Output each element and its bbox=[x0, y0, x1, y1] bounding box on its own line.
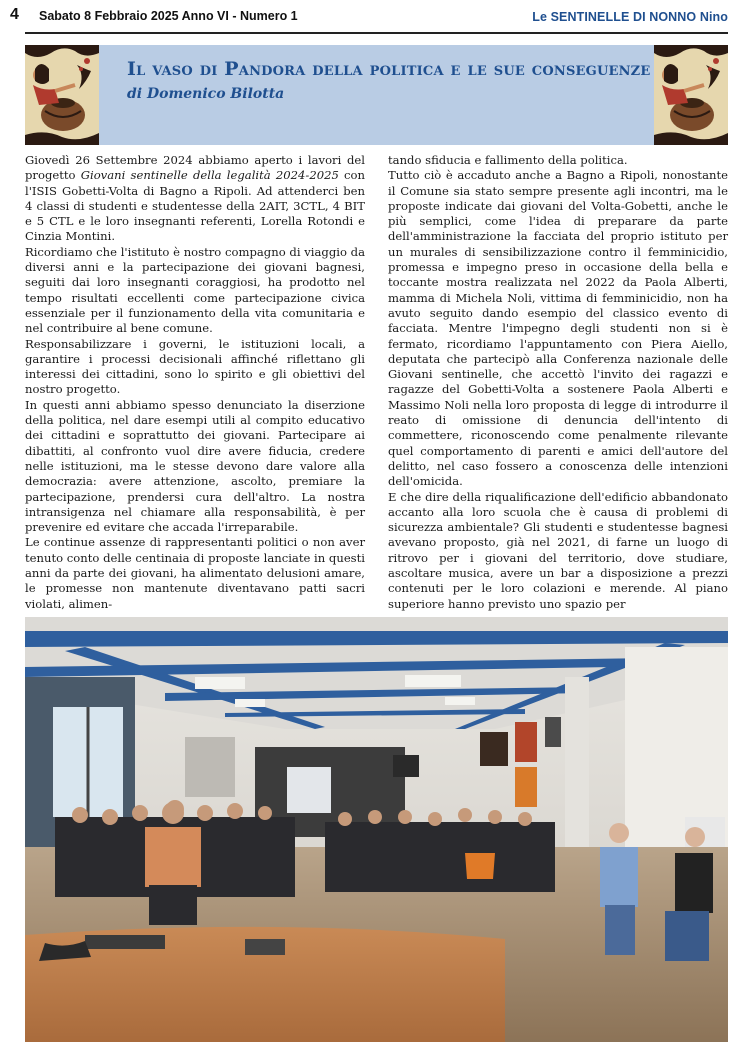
publication-name: Le SENTINELLE DI NONNO Nino bbox=[532, 10, 728, 24]
project-name: Giovani sentinelle della legalità 2024-2025 bbox=[80, 168, 339, 183]
classroom-audience-photo bbox=[25, 617, 728, 1042]
issue-date: Sabato 8 Febbraio 2025 Anno VI - Numero 1 bbox=[39, 9, 298, 23]
paragraph bbox=[25, 398, 365, 536]
paragraph: E che dire della riqualificazione dell'edificio abbandonato accanto alla loro scuola che è causa di problemi di sicurezza ambientale? Gli studenti e studentesse bagnesi avevano proposto, già nel 2021, di farne un luogo di ritrovo per i giovani del territorio, dove studiare, ascoltare musica, avere un bar a disposizione a prezzi contenuti per le loro colazioni e merende. Al piano superiore hanno previsto uno spazio per bbox=[388, 489, 728, 611]
paragraph bbox=[25, 153, 365, 245]
paragraph: tando sfiducia e fallimento della politica. bbox=[388, 153, 628, 167]
paragraph: Tutto ciò è accaduto anche a Bagno a Ripoli, nonostante il Comune sia stato sempre presente agli incontri, ma le proposte indicate dai giovani del Volta-Gobetti, anche le più semplici, come l'idea di preparare da parte dell'amministrazione la facciata del proprio istituto per un murales di sensibilizzazione contro il femminicidio, promessa e impegno preso in occasione della bella e toccante mostra realizzata nel 2022 da Paola Alberti, mamma di Michela Noli, vittima di femminicidio, non ha avuto seguito dando esempio del classico evento di facciata. Mentre l'impegno degli studenti non si è fermato, ricordiamo l'appuntamento con Piera Aiello, deputata che partecipò alla Conferenza nazionale delle Giovani sentinelle, che accettò l'invito dei ragazzi e ragazze del Gobetti-Volta a sostenere Paola Alberti e Massimo Noli nella loro proposta di legge di introdurre il reato di omissione di denuncia dell'intento di commettere, riconoscendo come penalmente rilevante quel comportamento di parenti e amici dell'autore del delitto, nel caso fossero a conoscenza delle intenzioni dell'omicida. bbox=[388, 168, 728, 489]
article-title-band bbox=[25, 45, 728, 145]
article-byline: di Domenico Bilotta bbox=[127, 86, 285, 102]
running-header bbox=[10, 6, 728, 30]
paragraph bbox=[25, 337, 365, 398]
paragraph-text: Responsabilizzare i governi, le istituzioni locali, a garantire i processi decisionali affinché riflettano gli interessi dei cittadini, sono lo spirito e gli obiettivi del nostro progetto. bbox=[25, 336, 365, 397]
header-rule bbox=[25, 32, 728, 34]
paragraph-text: Giovedì 26 Settembre 2024 abbiamo aperto i lavori del progetto bbox=[25, 153, 365, 183]
paragraph-text: con l'ISIS Gobetti-Volta di Bagno a Ripoli. Ad attenderci ben 4 classi di studenti e studentesse della 2AIT, 3CTL, 4 BIT e 5 CTL e le loro insegnanti referenti, Lorella Rotondi e Cinzia Montini. bbox=[25, 168, 365, 244]
paragraph-text: Ricordiamo che l'istituto è nostro compagno di viaggio da diversi anni e la partecipazione dei giovani bagnesi, seguiti dai loro insegnanti coraggiosi, ha prodotto nel tempo risultati eccellenti come partecipazione civica essenziale per il funzionamento della vita comunitaria e nel contribuire al bene comune. bbox=[25, 244, 365, 336]
page-number: 4 bbox=[10, 6, 19, 23]
paragraph bbox=[25, 245, 365, 337]
article-column-1 bbox=[25, 153, 365, 612]
article-title: Il vaso di Pandora della politica e le sue conseguenze bbox=[127, 58, 651, 80]
greek-vase-figure-icon bbox=[25, 45, 99, 145]
paragraph-text: Le continue assenze di rappresentanti politici o non aver tenuto conto delle centinaia di proposte lanciate in questi anni da parte dei giovani, ha alimentato delusioni amare, le promesse non mantenute diventavano patti sacri violati, alimen- bbox=[25, 535, 365, 611]
paragraph bbox=[25, 535, 365, 611]
article-column-2 bbox=[388, 153, 728, 612]
paragraph-text: In questi anni abbiamo spesso denunciato la diserzione della politica, nel dare esempi utili al compito educativo dei cittadini e soprattutto dei giovani. Partecipare ai dibattiti, al confronto vuol dire avere fiducia, credere nelle istituzioni, ma le stesse devono dare valore alla democrazia: avere attenzione, ascolto, premiare la partecipazione, prendersi cura dell'altro. La nostra intransigenza nel chiamare alla responsabilità, è per prevenire ed evitare che accada l'irreparabile. bbox=[25, 397, 365, 535]
greek-vase-figure-icon bbox=[654, 45, 728, 145]
